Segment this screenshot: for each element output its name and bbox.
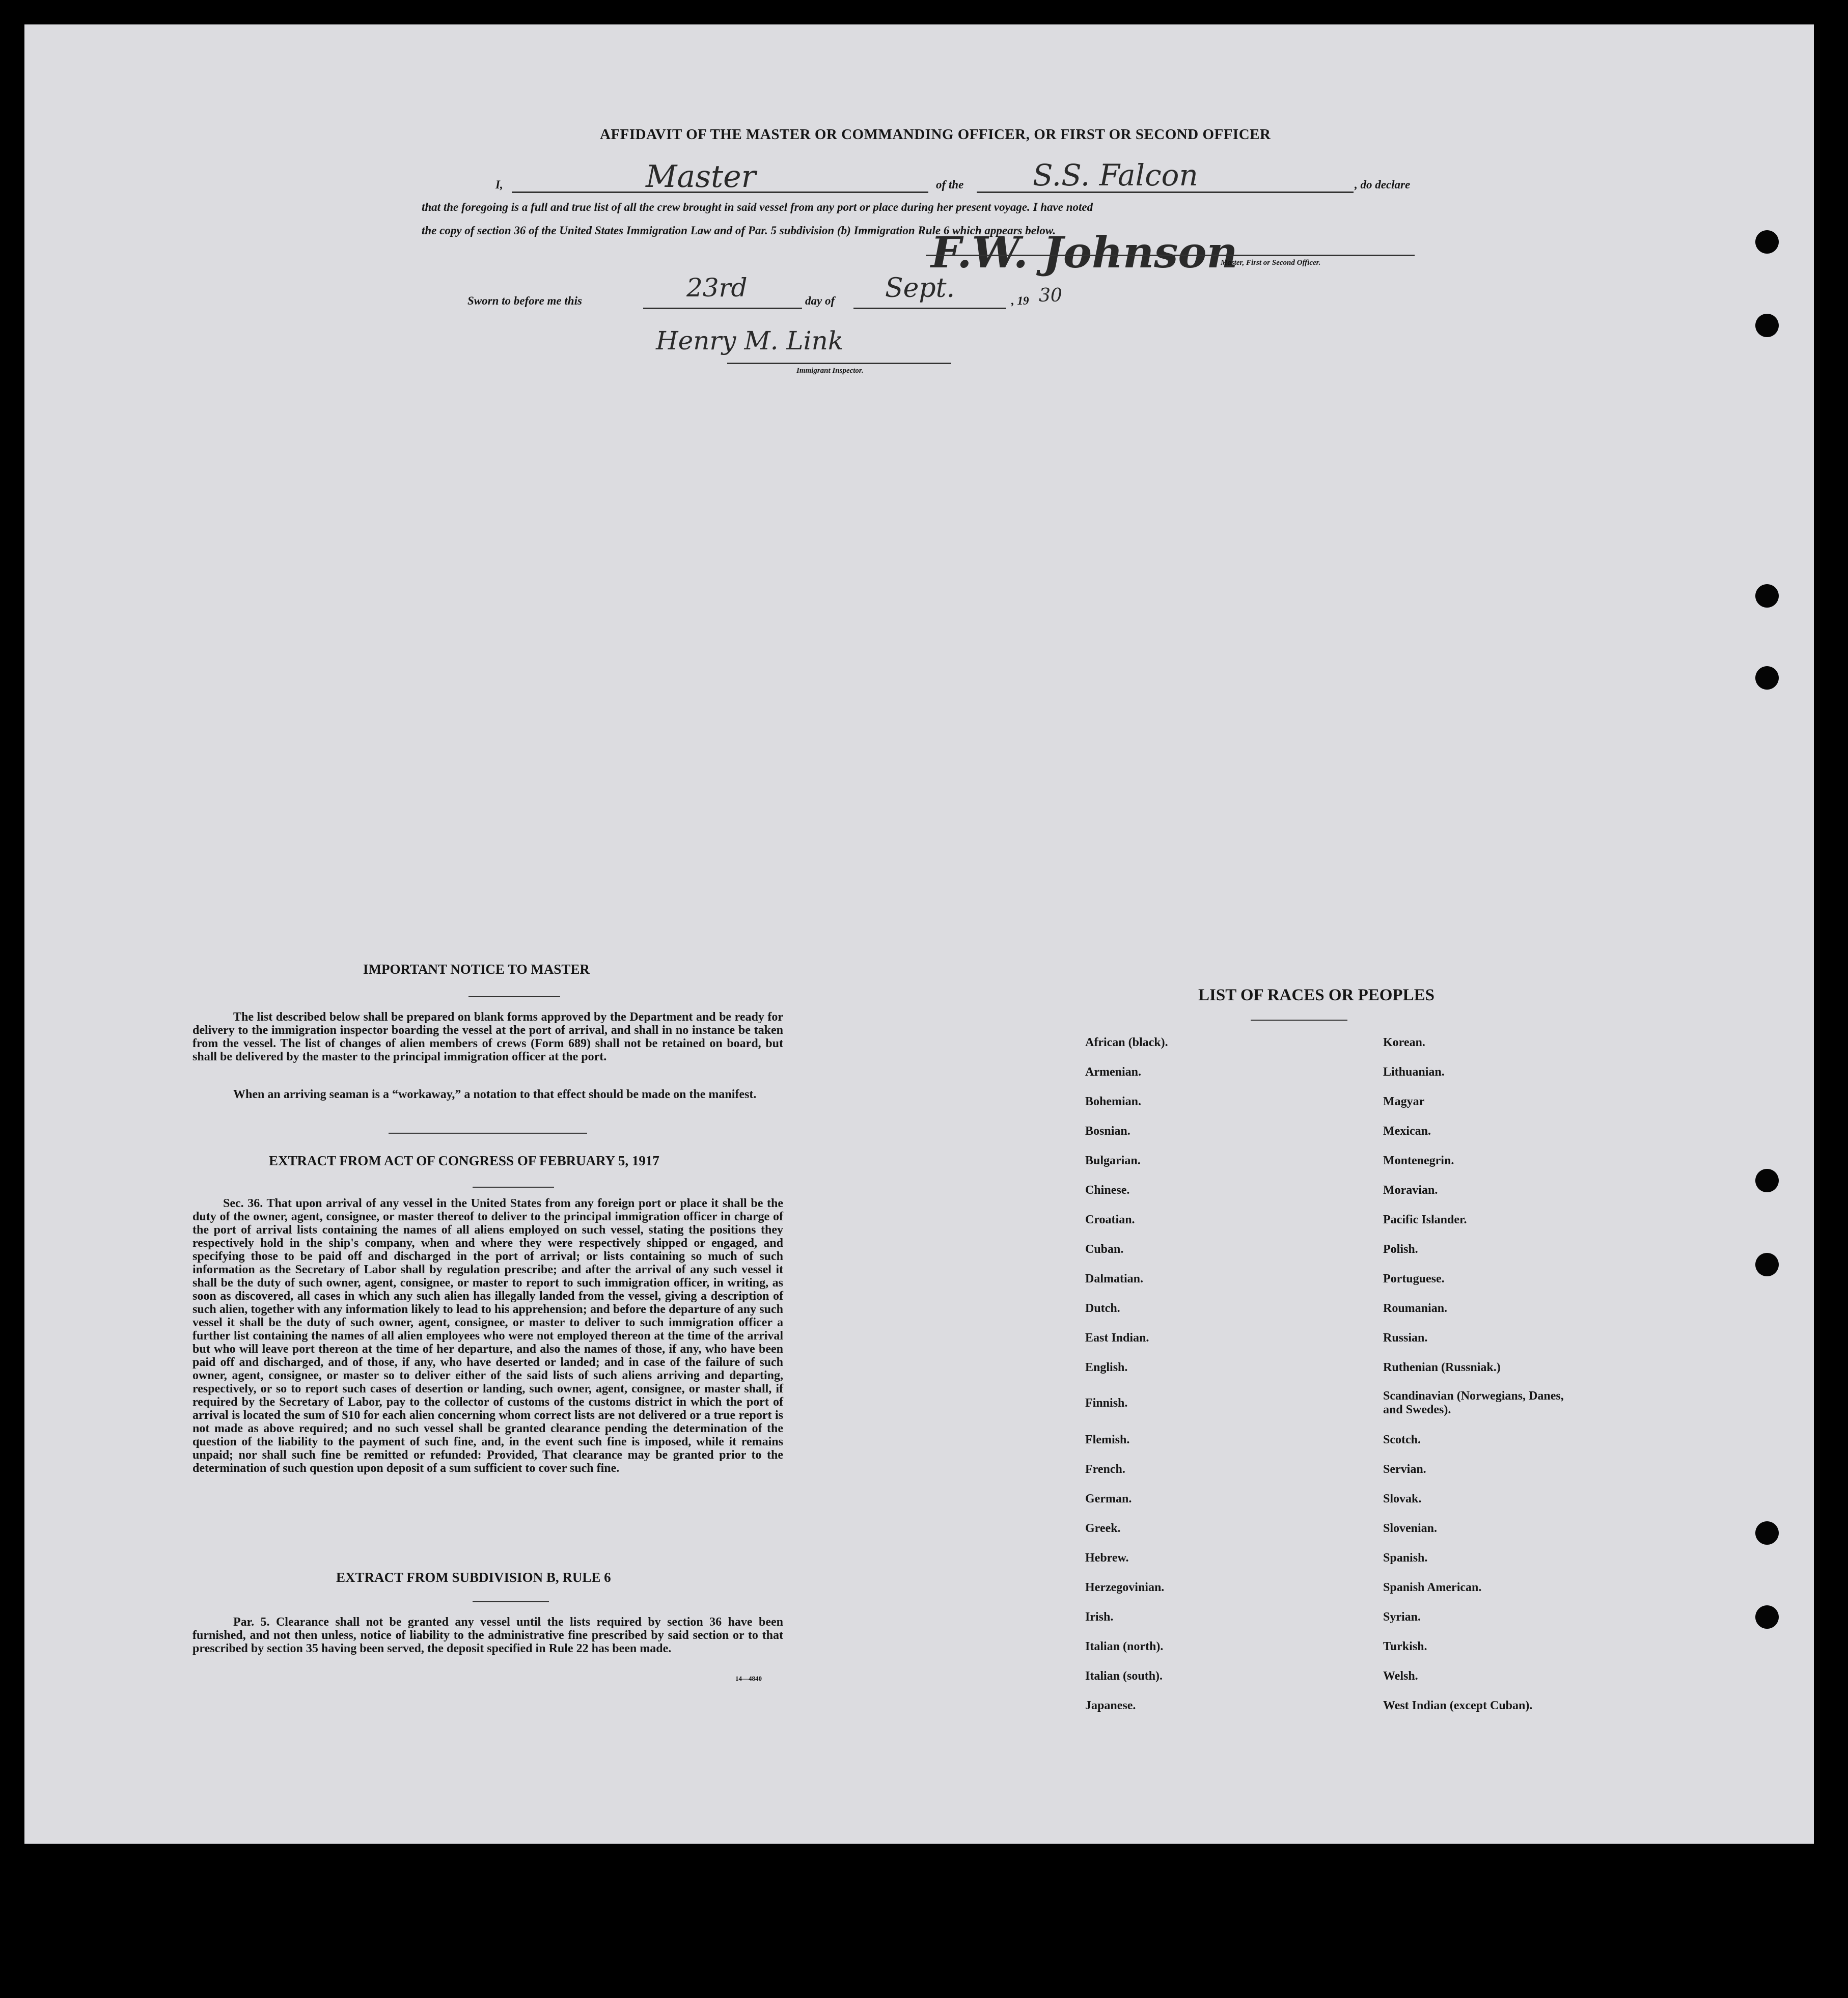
race-item: Croatian. (1085, 1213, 1135, 1226)
race-item: Spanish. (1383, 1551, 1428, 1565)
year-prefix: , 19 (1011, 294, 1029, 307)
punch-hole-icon (1755, 1169, 1779, 1192)
punch-hole-icon (1755, 666, 1779, 690)
race-item: German. (1085, 1492, 1132, 1506)
race-item: African (black). (1085, 1036, 1168, 1049)
race-item: Spanish American. (1383, 1581, 1482, 1594)
race-item: English. (1085, 1361, 1128, 1374)
notice-para-2: When an arriving seaman is a “workaway,” a notation to that effect should be made on the manifest. (233, 1088, 757, 1101)
month-handwritten: Sept. (885, 273, 955, 304)
race-item: Turkish. (1383, 1640, 1427, 1653)
year-handwritten: 30 (1039, 285, 1062, 306)
divider (468, 996, 560, 997)
race-item: Japanese. (1085, 1699, 1136, 1712)
race-item: Korean. (1383, 1036, 1425, 1049)
race-item: Irish. (1085, 1610, 1114, 1624)
par-5-text: Par. 5. Clearance shall not be granted any vessel until the lists required by section 36 have been furnished, and not then unless, notice of liability to the administrative fine prescribed by said section or to that prescribed by section 35 having been served, the deposit specified in Rule 22 has been made. (192, 1616, 783, 1655)
race-item: Russian. (1383, 1331, 1428, 1345)
inspector-line (727, 363, 951, 364)
declare-label: , do declare (1355, 178, 1411, 191)
inspector-caption: Immigrant Inspector. (796, 367, 864, 375)
section-36-text: Sec. 36. That upon arrival of any vessel in the United States from any foreign port or place it shall be the duty of the owner, agent, consignee, or master thereof to deliver to the principal immigration officer in charge of the port of arrival lists containing the names of all aliens employed on such vessel, stating the positions they respectively hold in the ship's company, when and where they were respectively shipped or engaged, and specifying those to be paid off and discharged in the port of arrival; or lists containing so much of such information as the Secretary of Labor shall by regulation prescribe; and after the arrival of any such vessel it shall be the duty of such owner, agent, consignee, or master to report to such immigration officer, in writing, as soon as discovered, all cases in which any such alien has illegally landed from the vessel, giving a description of such alien, together with any information likely to lead to his apprehension; and before the departure of any such vessel it shall be the duty of such owner, agent, consignee, or master to deliver to such immigration officer a further list containing the names of all alien employees who were not employed thereon at the time of the arrival but who will leave port thereon at the time of her departure, and also the names of those, if any, who have been paid off and discharged, and of those, if any, who have deserted or landed; and in case of the failure of such owner, agent, consignee, or master so to deliver either of the said lists of such aliens arriving and departing, respectively, or so to report such cases of desertion or landing, such owner, agent, consignee, or master shall, if required by the Secretary of Labor, pay to the collector of customs of the customs district in which the port of arrival is located the sum of $10 for each alien concerning whom correct lists are not delivered or a true report is not made as above required; and no such vessel shall be granted clearance pending the determination of the question of the liability to the payment of such fine, and, in the event such fine is imposed, while it remains unpaid; nor shall such fine be remitted or refunded: Provided, That clearance may be granted prior to the determination of such question upon deposit of a sum sufficient to cover such fine. (192, 1197, 783, 1475)
punch-hole-icon (1755, 230, 1779, 254)
race-item: Dutch. (1085, 1302, 1120, 1315)
race-item: Pacific Islander. (1383, 1213, 1467, 1226)
affidavit-line-3: the copy of section 36 of the United States Immigration Law and of Par. 5 subdivision (b) Immigration Rule 6 which appears below. (422, 224, 1056, 237)
race-item: Bosnian. (1085, 1125, 1130, 1138)
divider (1251, 1020, 1347, 1021)
race-item: Bohemian. (1085, 1095, 1142, 1108)
race-item: Welsh. (1383, 1669, 1418, 1683)
affidavit-line-2: that the foregoing is a full and true list of all the crew brought in said vessel from any port or place during her present voyage. I have noted (422, 201, 1093, 213)
race-item: Flemish. (1085, 1433, 1130, 1446)
race-item: Finnish. (1085, 1397, 1128, 1410)
race-item: Scandinavian (Norwegians, Danes, and Swedes). (1383, 1389, 1564, 1416)
race-item: Greek. (1085, 1522, 1121, 1535)
extract-act-title: EXTRACT FROM ACT OF CONGRESS OF FEBRUARY 5, 1917 (269, 1153, 659, 1168)
master-signature: F.W. Johnson (931, 227, 1238, 278)
notice-title: IMPORTANT NOTICE TO MASTER (363, 962, 590, 977)
race-item: West Indian (except Cuban). (1383, 1699, 1533, 1712)
race-item: Armenian. (1085, 1065, 1141, 1079)
race-item: Italian (north). (1085, 1640, 1164, 1653)
vessel-name-handwritten: S.S. Falcon (1033, 158, 1198, 193)
divider (389, 1133, 587, 1134)
race-item: Polish. (1383, 1243, 1418, 1256)
day-line (643, 308, 802, 309)
race-item: Ruthenian (Russniak.) (1383, 1361, 1501, 1374)
race-item: Dalmatian. (1085, 1272, 1143, 1285)
race-item: Slovak. (1383, 1492, 1422, 1506)
punch-hole-icon (1755, 1605, 1779, 1629)
race-item: Portuguese. (1383, 1272, 1445, 1285)
race-item: Syrian. (1383, 1610, 1421, 1624)
race-item: Moravian. (1383, 1184, 1438, 1197)
month-line (853, 308, 1006, 309)
divider (473, 1187, 554, 1188)
punch-hole-icon (1755, 1253, 1779, 1276)
signature-line (926, 255, 1415, 256)
race-item: Scotch. (1383, 1433, 1421, 1446)
race-item: Cuban. (1085, 1243, 1124, 1256)
divider (473, 1601, 549, 1602)
race-item: Mexican. (1383, 1125, 1431, 1138)
day-of-label: day of (805, 294, 835, 307)
race-item: Bulgarian. (1085, 1154, 1141, 1167)
of-the-label: of the (936, 178, 964, 191)
race-item: Montenegrin. (1383, 1154, 1454, 1167)
inspector-signature: Henry M. Link (656, 326, 844, 355)
signature-caption: Master, First or Second Officer. (1221, 259, 1321, 267)
races-list-title: LIST OF RACES OR PEOPLES (1198, 986, 1435, 1004)
race-item: Servian. (1383, 1463, 1426, 1476)
races-list (1085, 1036, 1594, 1721)
i-label: I, (495, 178, 503, 191)
race-item: Lithuanian. (1383, 1065, 1445, 1079)
race-item: Magyar (1383, 1095, 1425, 1108)
race-item: Hebrew. (1085, 1551, 1129, 1565)
race-item: Italian (south). (1085, 1669, 1163, 1683)
race-item: Slovenian. (1383, 1522, 1438, 1535)
master-name-handwritten: Master (646, 159, 756, 195)
punch-hole-icon (1755, 584, 1779, 608)
race-item: Herzegovinian. (1085, 1581, 1165, 1594)
race-item: French. (1085, 1463, 1125, 1476)
sworn-label: Sworn to before me this (467, 294, 582, 307)
day-handwritten: 23rd (686, 273, 748, 303)
extract-rule-title: EXTRACT FROM SUBDIVISION B, RULE 6 (336, 1570, 611, 1585)
race-item: East Indian. (1085, 1331, 1149, 1345)
race-item: Roumanian. (1383, 1302, 1448, 1315)
punch-hole-icon (1755, 314, 1779, 337)
affidavit-heading: AFFIDAVIT OF THE MASTER OR COMMANDING OFFICER, OR FIRST OR SECOND OFFICER (600, 126, 1271, 143)
document-page (24, 24, 1814, 1844)
punch-hole-icon (1755, 1521, 1779, 1545)
race-item: Chinese. (1085, 1184, 1130, 1197)
notice-para-1: The list described below shall be prepared on blank forms approved by the Department and be ready for delivery to the immigration inspector boarding the vessel at the port of arrival, and shall in no instance be taken from the vessel. The list of changes of alien members of crews (Form 689) shall not be retained on board, but shall be delivered by the master to the principal immigration officer at the port. (192, 1010, 783, 1063)
form-number: 14—4840 (735, 1675, 762, 1682)
